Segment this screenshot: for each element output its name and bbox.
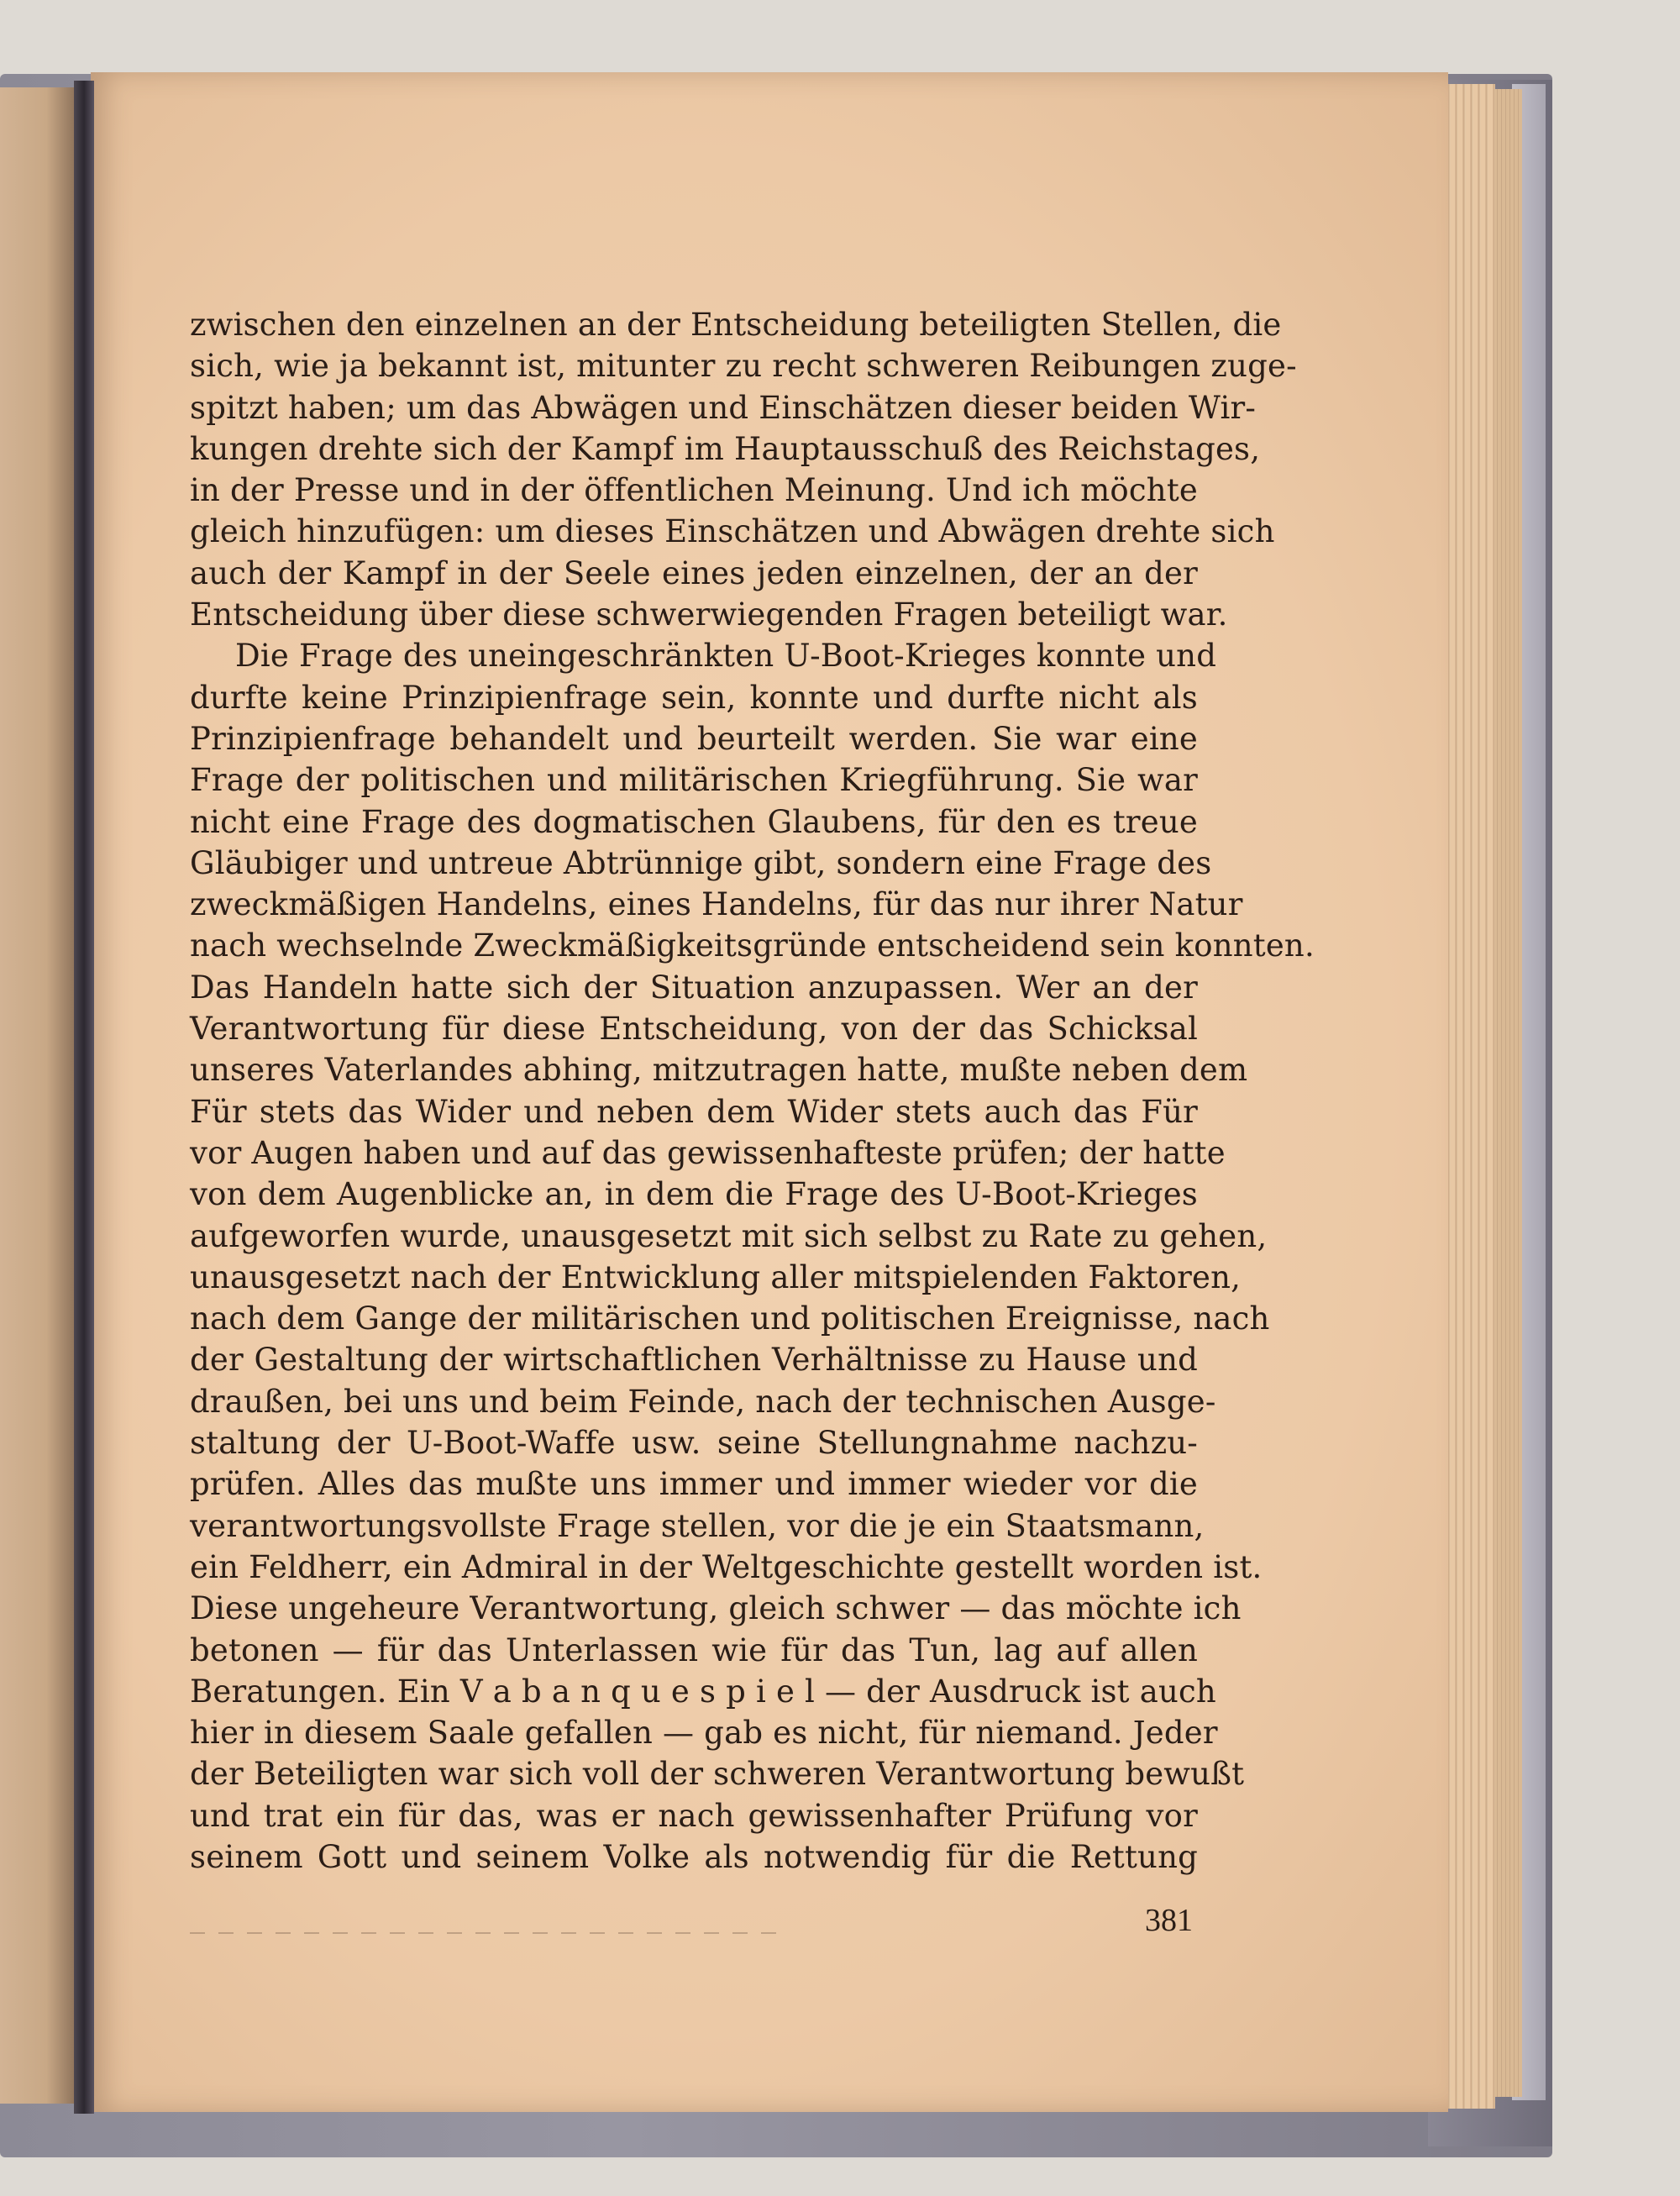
text-line: unausgesetzt nach der Entwicklung aller mitspielenden Faktoren,	[190, 1258, 1242, 1295]
text-line: nach dem Gange der militärischen und politischen Ereignisse, nach	[190, 1300, 1270, 1337]
text-line: in der Presse und in der öffentlichen Meinung. Und ich möchte	[190, 472, 1198, 509]
text-line: nach wechselnde Zweckmäßigkeitsgründe entscheidend sein konnten.	[190, 927, 1315, 964]
text-line: spitzt haben; um das Abwägen und Einschätzen dieser beiden Wir-	[190, 389, 1257, 426]
text-line: kungen drehte sich der Kampf im Hauptausschuß des Reichstages,	[190, 430, 1261, 467]
text-line: Die Frage des uneingeschränkten U-Boot-Krieges konnte und	[235, 638, 1217, 675]
text-line: Beratungen. Ein V a b a n q u e s p i e l — der Ausdruck ist auch	[190, 1673, 1216, 1710]
text-line: draußen, bei uns und beim Feinde, nach der technischen Ausge-	[190, 1383, 1216, 1420]
text-line: Gläubiger und untreue Abtrünnige gibt, sondern eine Frage des	[190, 844, 1212, 881]
text-line: prüfen. Alles das mußte uns immer und immer wieder vor die	[190, 1466, 1198, 1503]
text-line: verantwortungsvollste Frage stellen, vor die je ein Staatsmann,	[190, 1507, 1205, 1544]
page-number: 381	[1145, 1903, 1193, 1938]
text-line: sich, wie ja bekannt ist, mitunter zu recht schweren Reibungen zuge-	[190, 348, 1297, 385]
text-line: zweckmäßigen Handelns, eines Handelns, für das nur ihrer Natur	[190, 886, 1243, 923]
text-line: seinem Gott und seinem Volke als notwendig für die Rettung	[190, 1838, 1198, 1875]
text-line: Frage der politischen und militärischen Kriegführung. Sie war	[190, 762, 1198, 799]
text-line: staltung der U-Boot-Waffe usw. seine Stellungnahme nachzu-	[190, 1425, 1198, 1462]
text-line: nicht eine Frage des dogmatischen Glaubens, für den es treue	[190, 803, 1198, 840]
page-edges-outer	[1494, 89, 1522, 2097]
footer-rule	[190, 1932, 778, 1934]
text-line: und trat ein für das, was er nach gewissenhafter Prüfung vor	[190, 1797, 1198, 1834]
text-line: Das Handeln hatte sich der Situation anzupassen. Wer an der	[190, 969, 1198, 1006]
text-line: Entscheidung über diese schwerwiegenden Fragen beteiligt war.	[190, 596, 1228, 633]
text-line: betonen — für das Unterlassen wie für das Tun, lag auf allen	[190, 1631, 1198, 1668]
left-page	[0, 87, 77, 2104]
text-line: unseres Vaterlandes abhing, mitzutragen hatte, mußte neben dem	[190, 1052, 1248, 1089]
text-line: Prinzipienfrage behandelt und beurteilt werden. Sie war eine	[190, 720, 1198, 757]
book-gutter	[74, 81, 94, 2114]
text-line: hier in diesem Saale gefallen — gab es nicht, für niemand. Jeder	[190, 1715, 1218, 1752]
text-line: der Gestaltung der wirtschaftlichen Verhältnisse zu Hause und	[190, 1342, 1198, 1379]
text-line: Verantwortung für diese Entscheidung, von der das Schicksal	[190, 1011, 1198, 1048]
text-line: ein Feldherr, ein Admiral in der Weltgeschichte gestellt worden ist.	[190, 1548, 1263, 1585]
text-line: der Beteiligten war sich voll der schweren Verantwortung bewußt	[190, 1756, 1245, 1793]
text-line: aufgeworfen wurde, unausgesetzt mit sich selbst zu Rate zu gehen,	[190, 1217, 1268, 1254]
text-line: vor Augen haben und auf das gewissenhafteste prüfen; der hatte	[190, 1134, 1226, 1171]
text-line: Diese ungeheure Verantwortung, gleich schwer — das möchte ich	[190, 1590, 1242, 1627]
text-line: zwischen den einzelnen an der Entscheidung beteiligten Stellen, die	[190, 307, 1282, 343]
text-line: Für stets das Wider und neben dem Wider stets auch das Für	[190, 1093, 1198, 1130]
text-line: gleich hinzufügen: um dieses Einschätzen und Abwägen drehte sich	[190, 513, 1275, 550]
body-text	[190, 304, 1315, 1878]
text-line: von dem Augenblicke an, in dem die Frage des U-Boot-Krieges	[190, 1176, 1198, 1213]
text-line: auch der Kampf in der Seele eines jeden einzelnen, der an der	[190, 554, 1198, 591]
text-line: durfte keine Prinzipienfrage sein, konnte und durfte nicht als	[190, 679, 1198, 716]
